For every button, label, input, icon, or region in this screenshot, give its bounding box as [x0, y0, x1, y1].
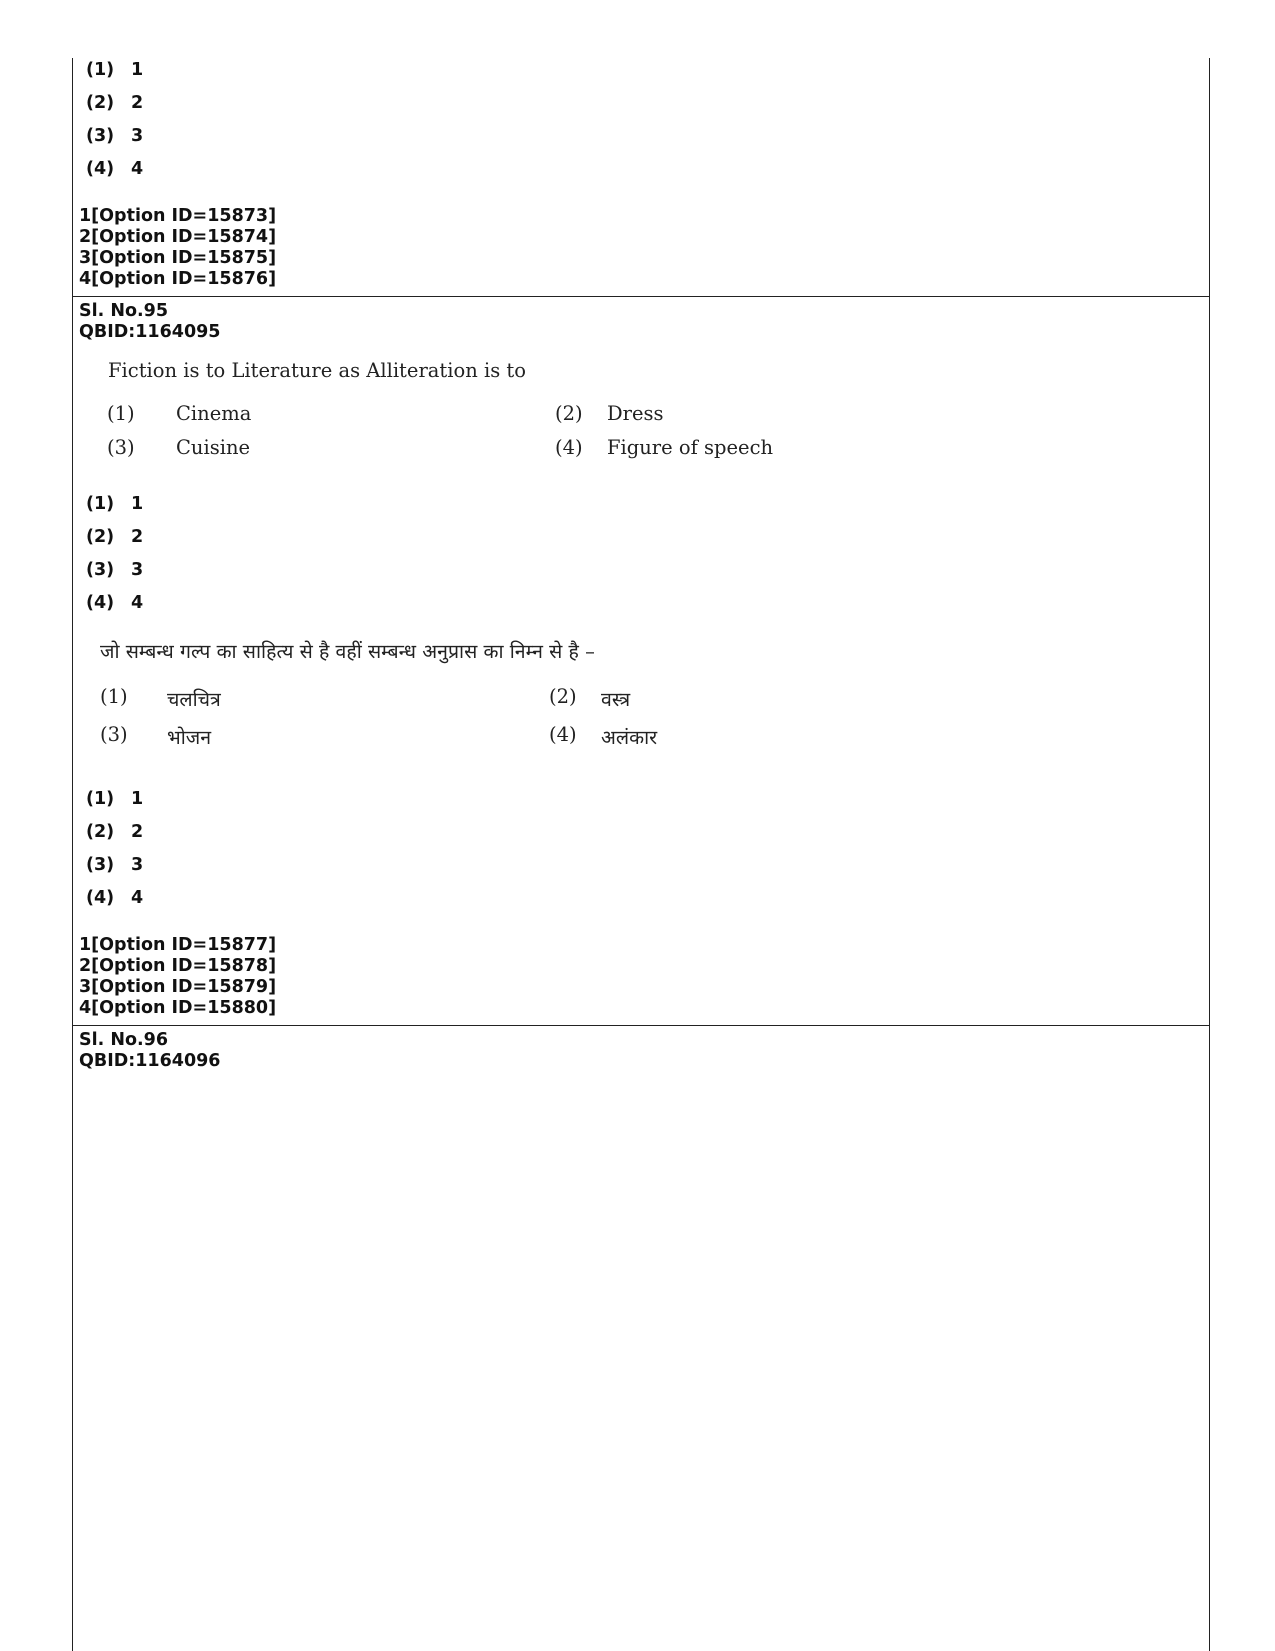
option-id-line: 1[Option ID=15873]: [79, 206, 277, 226]
question-text-hindi: जो सम्बन्ध गल्प का साहित्य से है वहीं सम्बन्ध अनुप्रास का निम्न से है –: [100, 640, 595, 663]
option-text: वस्त्र: [601, 688, 631, 711]
answer-value: 1: [131, 494, 144, 514]
option-text: भोजन: [167, 726, 212, 749]
qbid-label: QBID:1164096: [79, 1051, 221, 1071]
option-text: Figure of speech: [607, 436, 774, 459]
option-id-line: 4[Option ID=15876]: [79, 269, 277, 289]
option-number: (4): [549, 723, 577, 746]
answer-number: (1): [86, 789, 115, 809]
option-number: (2): [549, 685, 577, 708]
answer-value: 3: [131, 560, 144, 580]
serial-number: Sl. No.95: [79, 301, 169, 321]
answer-number: (3): [86, 126, 115, 146]
option-number: (3): [100, 723, 128, 746]
answer-value: 1: [131, 789, 144, 809]
option-text: अलंकार: [601, 726, 658, 749]
answer-value: 2: [131, 93, 144, 113]
option-number: (1): [100, 685, 128, 708]
option-id-line: 2[Option ID=15878]: [79, 956, 277, 976]
option-text: चलचित्र: [167, 688, 221, 711]
answer-number: (3): [86, 855, 115, 875]
option-number: (3): [107, 436, 135, 459]
answer-number: (3): [86, 560, 115, 580]
option-id-line: 2[Option ID=15874]: [79, 227, 277, 247]
answer-value: 4: [131, 593, 144, 613]
answer-value: 2: [131, 527, 144, 547]
answer-number: (4): [86, 159, 115, 179]
option-id-line: 4[Option ID=15880]: [79, 998, 277, 1018]
qbid-label: QBID:1164095: [79, 322, 221, 342]
answer-number: (2): [86, 527, 115, 547]
answer-value: 2: [131, 822, 144, 842]
option-id-line: 3[Option ID=15875]: [79, 248, 277, 268]
option-text: Cuisine: [176, 436, 251, 459]
answer-value: 3: [131, 126, 144, 146]
answer-number: (1): [86, 60, 115, 80]
option-id-line: 1[Option ID=15877]: [79, 935, 277, 955]
answer-number: (2): [86, 822, 115, 842]
option-number: (2): [555, 402, 583, 425]
option-text: Dress: [607, 402, 664, 425]
question-text-english: Fiction is to Literature as Alliteration is to: [108, 359, 526, 382]
option-number: (4): [555, 436, 583, 459]
answer-value: 4: [131, 159, 144, 179]
row-divider: [72, 1025, 1210, 1026]
answer-number: (1): [86, 494, 115, 514]
option-number: (1): [107, 402, 135, 425]
row-divider: [72, 296, 1210, 297]
answer-number: (4): [86, 888, 115, 908]
serial-number: Sl. No.96: [79, 1030, 169, 1050]
answer-number: (4): [86, 593, 115, 613]
answer-value: 4: [131, 888, 144, 908]
answer-number: (2): [86, 93, 115, 113]
option-text: Cinema: [176, 402, 252, 425]
option-id-line: 3[Option ID=15879]: [79, 977, 277, 997]
answer-value: 1: [131, 60, 144, 80]
answer-value: 3: [131, 855, 144, 875]
